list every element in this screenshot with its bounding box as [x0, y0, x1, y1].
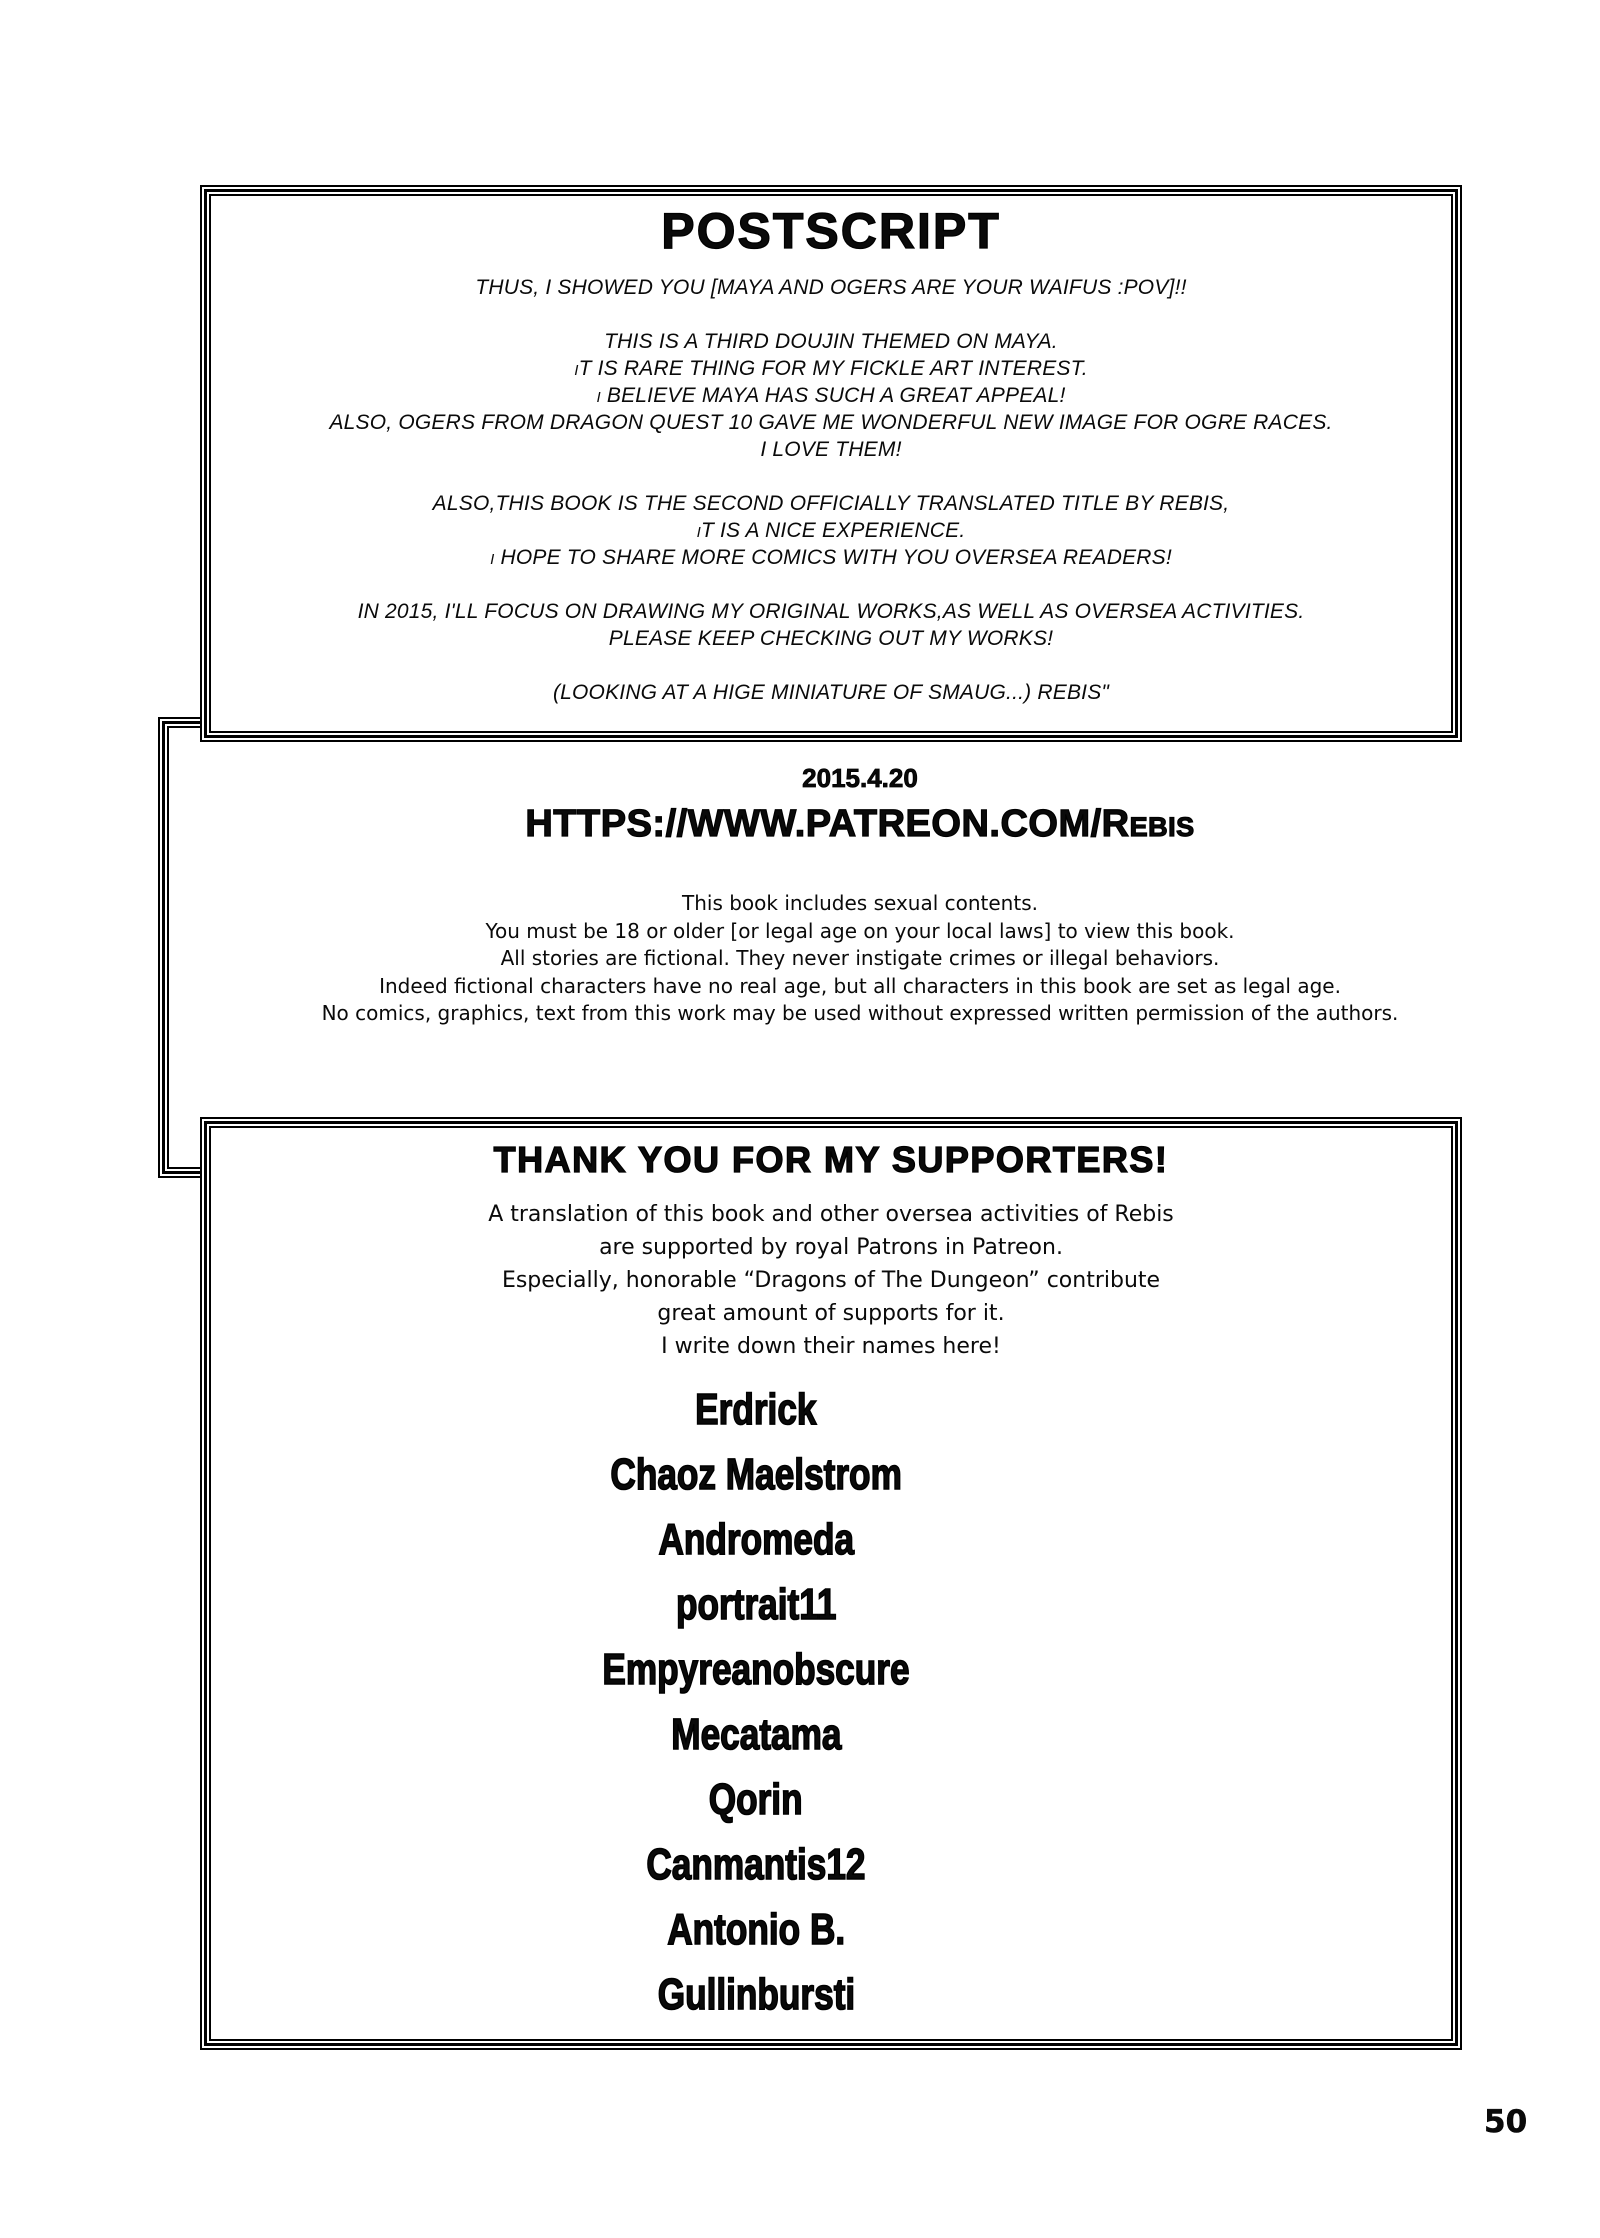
supporter-name-text: Empyreanobscure: [602, 1645, 910, 1694]
postscript-line: I LOVE THEM!: [760, 438, 902, 461]
supporter-name: [209, 1507, 1376, 1572]
supporter-name-text: Erdrick: [695, 1385, 817, 1434]
supporter-name-text: Andromeda: [658, 1515, 854, 1564]
page-number: 50: [1484, 2104, 1528, 2140]
postscript-line: PLEASE KEEP CHECKING OUT MY WORKS!: [608, 627, 1054, 650]
postscript-box-mid-border: [204, 189, 1458, 738]
disclaimer-line: You must be 18 or older [or legal age on your local laws] to view this book.: [485, 918, 1235, 943]
postscript-line: IN 2015, I'LL FOCUS ON DRAWING MY ORIGINAL WORKS,AS WELL AS OVERSEA ACTIVITIES.: [357, 600, 1305, 623]
supporter-name-text: portrait11: [675, 1580, 837, 1629]
disclaimer-line: Indeed fictional characters have no real age, but all characters in this book are set as legal age.: [379, 973, 1341, 998]
postscript-paragraph: [211, 598, 1451, 652]
postscript-line: iT IS A NICE EXPERIENCE.: [696, 519, 966, 542]
supporter-name-text: Gullinbursti: [657, 1970, 855, 2019]
supporter-name: [209, 1442, 1376, 1507]
supporter-name-text: Canmantis12: [646, 1840, 866, 1889]
postscript-signoff-line: (LOOKING AT A HIGE MINIATURE OF SMAUG...) REBIS": [552, 681, 1110, 704]
supporters-title: THANK YOU FOR MY SUPPORTERS!: [493, 1139, 1169, 1180]
postscript-line: i BELIEVE MAYA HAS SUCH A GREAT APPEAL!: [596, 384, 1066, 407]
release-date: 2015.4.20: [802, 763, 918, 793]
supporter-name: [209, 1572, 1376, 1637]
supporters-intro-line: I write down their names here!: [661, 1334, 1001, 1359]
supporters-intro-line: Especially, honorable “Dragons of The Dungeon” contribute: [501, 1268, 1161, 1293]
postscript-paragraph: [211, 490, 1451, 571]
postscript-title: POSTSCRIPT: [661, 203, 1001, 259]
postscript-line: THUS, I SHOWED YOU [MAYA AND OGERS ARE YOUR WAIFUS :POV]!!: [475, 276, 1187, 299]
postscript-line: THIS IS A THIRD DOUJIN THEMED ON MAYA.: [604, 330, 1058, 353]
supporters-intro: [211, 1198, 1451, 1363]
supporter-name-text: Mecatama: [670, 1710, 842, 1759]
postscript-box: [200, 185, 1462, 742]
supporters-box-mid-border: [204, 1121, 1458, 2046]
supporter-name-text: Chaoz Maelstrom: [610, 1450, 902, 1499]
postscript-line: i HOPE TO SHARE MORE COMICS WITH YOU OVERSEA READERS!: [490, 546, 1172, 569]
supporter-name: [209, 1637, 1376, 1702]
supporter-names-list: [209, 1377, 1376, 2027]
supporter-name: [209, 1962, 1376, 2027]
supporters-intro-line: great amount of supports for it.: [657, 1301, 1005, 1326]
supporter-name: [209, 1702, 1376, 1767]
supporter-name: [209, 1897, 1376, 1962]
supporters-box: [200, 1117, 1462, 2050]
postscript-line: ALSO, OGERS FROM DRAGON QUEST 10 GAVE ME WONDERFUL NEW IMAGE FOR OGRE RACES.: [329, 411, 1333, 434]
postscript-box-inner: [209, 194, 1453, 733]
disclaimer-line: All stories are fictional. They never instigate crimes or illegal behaviors.: [500, 946, 1220, 970]
supporter-name-text: Antonio B.: [667, 1905, 845, 1954]
postscript-line: ALSO,THIS BOOK IS THE SECOND OFFICIALLY TRANSLATED TITLE BY REBIS,: [432, 492, 1230, 515]
supporters-intro-line: A translation of this book and other oversea activities of Rebis: [488, 1202, 1174, 1227]
patreon-url: HTTPS://WWW.PATREON.COM/Rebis: [525, 803, 1195, 845]
supporters-intro-line: are supported by royal Patrons in Patreon.: [599, 1235, 1063, 1260]
postscript-line: iT IS RARE THING FOR MY FICKLE ART INTEREST.: [574, 357, 1088, 380]
postscript-body: [211, 274, 1451, 706]
supporter-name: [209, 1832, 1376, 1897]
supporters-box-inner: [209, 1126, 1453, 2041]
disclaimer-block: [160, 890, 1560, 1028]
supporter-name: [209, 1767, 1376, 1832]
disclaimer-line: This book includes sexual contents.: [682, 891, 1038, 915]
postscript-paragraph: [211, 679, 1451, 706]
disclaimer-line: No comics, graphics, text from this work may be used without expressed written permission of the authors.: [321, 1001, 1399, 1025]
postscript-paragraph: [211, 328, 1451, 463]
postscript-paragraph: [211, 274, 1451, 301]
supporter-name-text: Qorin: [709, 1775, 803, 1824]
supporter-name: [209, 1377, 1376, 1442]
